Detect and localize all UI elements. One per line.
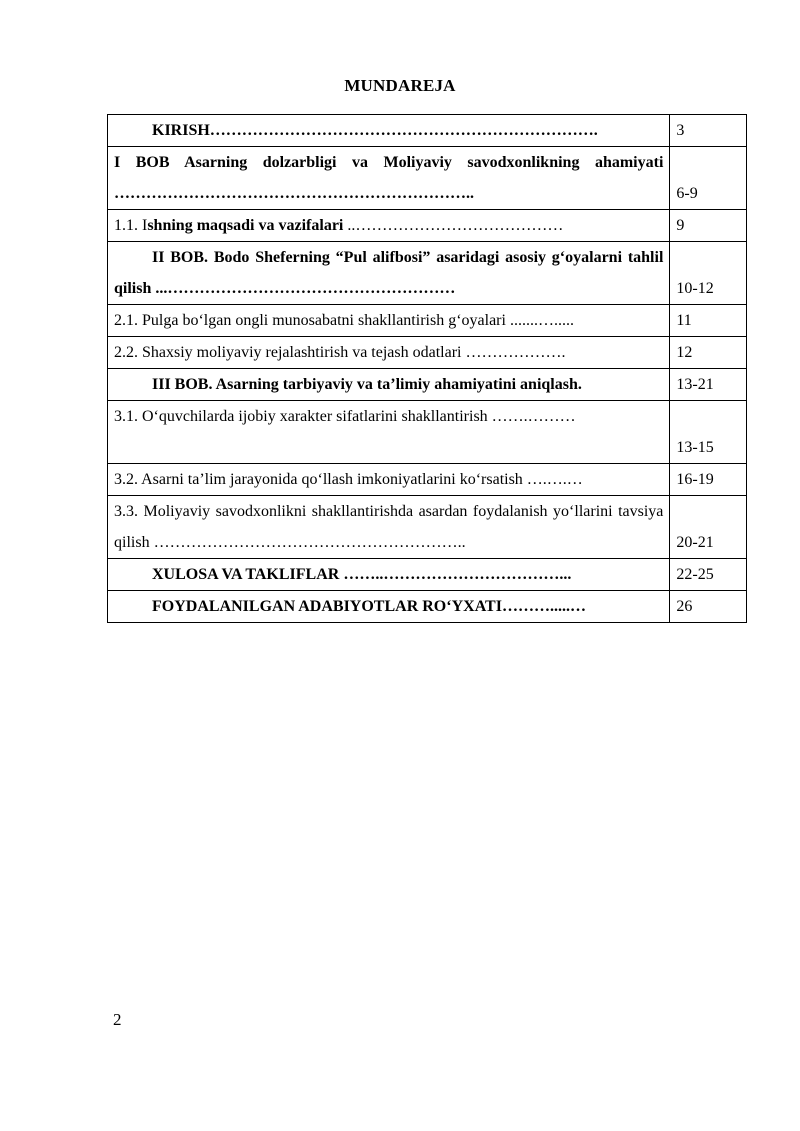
toc-entry-line: 3.1. O‘quvchilarda ijobiy xarakter sifatlarini shakllantirish …….……… [114, 408, 576, 425]
toc-row-chapter-3 [108, 369, 747, 401]
toc-entry-text: XULOSA VA TAKLIFLAR ……..……………………………... [108, 559, 670, 591]
toc-entry-page: 3 [670, 115, 747, 147]
toc-row-chapter-1 [108, 147, 747, 210]
toc-entry-text: III BOB. Asarning tarbiyaviy va ta’limiy ahamiyatini aniqlash. [108, 369, 670, 401]
toc-entry-page: 26 [670, 591, 747, 623]
toc-entry-page: 16-19 [670, 464, 747, 496]
toc-entry-text: II BOB. Bodo Sheferning “Pul alifbosi” asaridagi asosiy g‘oyalarni tahlil qilish ...……………………………………………… [108, 242, 670, 305]
toc-row-section-3-3 [108, 496, 747, 559]
toc-entry-text: I BOB Asarning dolzarbligi va Moliyaviy savodxonlikning ahamiyati ………………………………………………………….. [108, 147, 670, 210]
toc-entry-text: FOYDALANILGAN ADABIYOTLAR RO‘YXATI……….....… [108, 591, 670, 623]
toc-entry-text: 2.2. Shaxsiy moliyaviy rejalashtirish va tejash odatlari ………………. [108, 337, 670, 369]
toc-entry-bold-text: shning maqsadi va vazifalari [147, 217, 344, 234]
toc-row-section-1-1 [108, 210, 747, 242]
toc-entry-page: 20-21 [670, 496, 747, 559]
table-of-contents [107, 114, 747, 623]
toc-row-chapter-2 [108, 242, 747, 305]
toc-entry-leader: ..………………………………… [343, 217, 564, 234]
toc-row-conclusion [108, 559, 747, 591]
page-number: 2 [113, 1010, 122, 1029]
toc-row-section-2-2 [108, 337, 747, 369]
toc-entry-prefix: 1.1. I [114, 217, 148, 234]
toc-row-section-3-1 [108, 401, 747, 464]
toc-entry-text: 3.2. Asarni ta’lim jarayonida qo‘llash imkoniyatlarini ko‘rsatish ….….… [108, 464, 670, 496]
toc-entry-page: 13-15 [670, 401, 747, 464]
toc-entry-page: 12 [670, 337, 747, 369]
toc-row-references [108, 591, 747, 623]
toc-row-section-2-1 [108, 305, 747, 337]
toc-row-introduction [108, 115, 747, 147]
toc-entry-page: 13-21 [670, 369, 747, 401]
toc-entry-page: 6-9 [670, 147, 747, 210]
toc-entry-text: 3.3. Moliyaviy savodxonlikni shakllantirishda asardan foydalanish yo‘llarini tavsiya qilish ………………………………………………….. [108, 496, 670, 559]
toc-entry-text: 2.1. Pulga bo‘lgan ongli munosabatni shakllantirish g‘oyalari .......…..... [108, 305, 670, 337]
toc-entry-page: 10-12 [670, 242, 747, 305]
toc-entry-page: 11 [670, 305, 747, 337]
toc-entry-page: 22-25 [670, 559, 747, 591]
document-title: MUNDAREJA [344, 76, 456, 95]
toc-entry-text: KIRISH………………………………………………………………. [108, 115, 670, 147]
toc-entry-page: 9 [670, 210, 747, 242]
toc-entry-text [108, 210, 670, 242]
toc-entry-text [108, 401, 670, 464]
toc-row-section-3-2 [108, 464, 747, 496]
